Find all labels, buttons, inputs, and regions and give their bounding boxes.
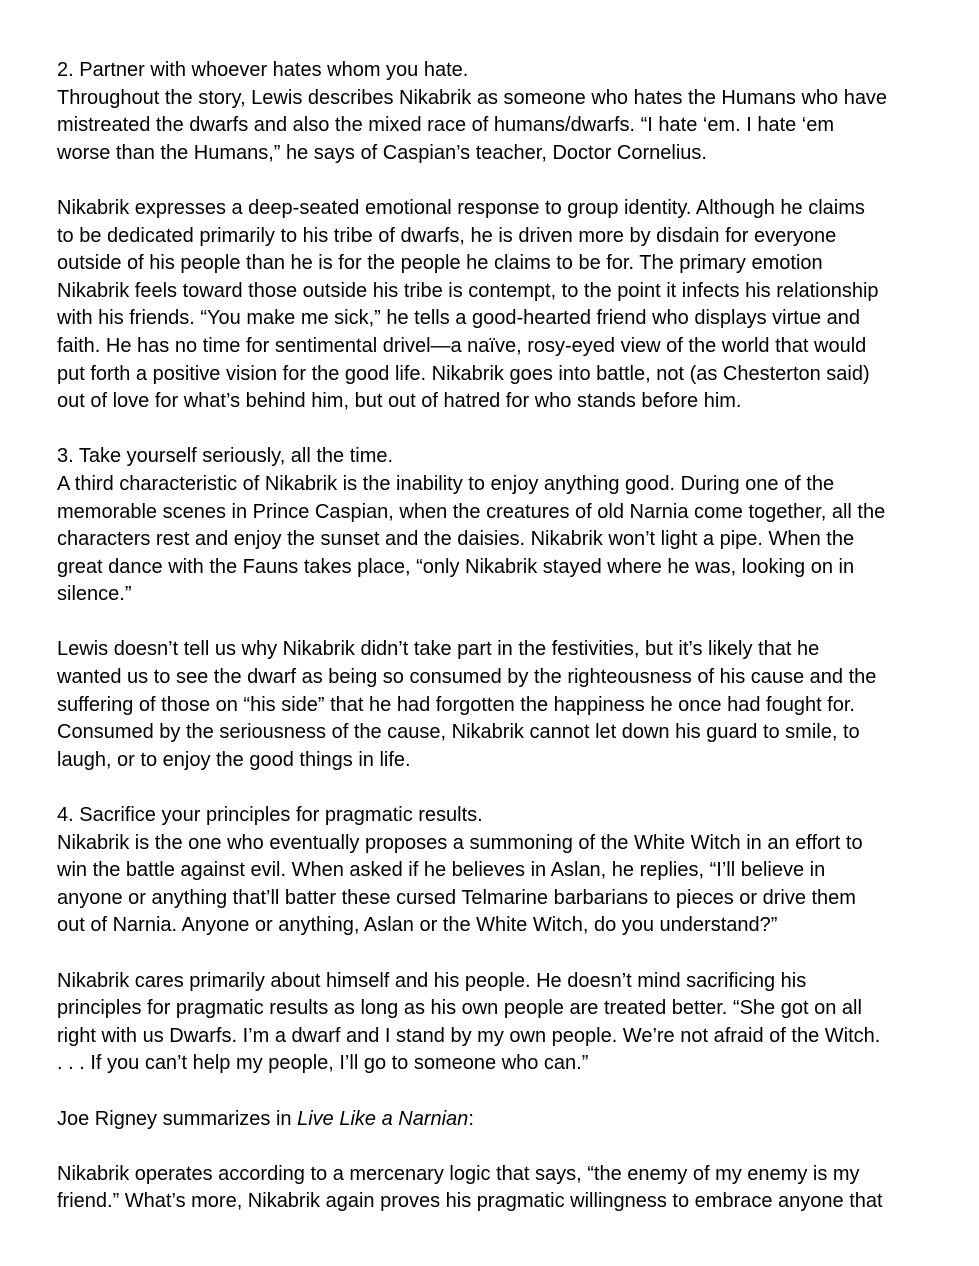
text-line: great dance with the Fauns takes place, “only Nikabrik stayed where he was, looking on in (57, 555, 855, 578)
text-line: anyone or anything that’ll batter these cursed Telmarine barbarians to pieces or drive them (57, 886, 856, 909)
text-line: win the battle against evil. When asked if he believes in Aslan, he replies, “I’ll believe in (57, 859, 826, 882)
text-line: mistreated the dwarfs and also the mixed race of humans/dwarfs. “I hate ‘em. I hate ‘em (57, 114, 835, 137)
text-line: outside of his people than he is for the people he claims to be for. The primary emotion (57, 252, 823, 275)
text-line: Nikabrik operates according to a mercenary logic that says, “the enemy of my enemy is my (57, 1162, 860, 1185)
paragraph-block (57, 968, 949, 1078)
attribution-line (57, 1106, 949, 1134)
text-line: Nikabrik is the one who eventually proposes a summoning of the White Witch in an effort to (57, 831, 863, 854)
paragraph-block (57, 195, 949, 416)
attribution-text: Joe Rigney summarizes in (57, 1107, 298, 1130)
text-line: suffering of those on “his side” that he had forgotten the happiness he once had fought for. (57, 693, 855, 716)
text-line: worse than the Humans,” he says of Caspian’s teacher, Doctor Cornelius. (57, 141, 707, 164)
text-line: A third characteristic of Nikabrik is the inability to enjoy anything good. During one of the (57, 472, 835, 495)
attribution-text: : (468, 1107, 474, 1130)
text-line: characters rest and enjoy the sunset and the daisies. Nikabrik won’t light a pipe. When the (57, 528, 855, 551)
section-heading: 2. Partner with whoever hates whom you hate. (57, 59, 469, 81)
text-line: to be dedicated primarily to his tribe of dwarfs, he is driven more by disdain for everyone (57, 224, 837, 247)
text-line: with his friends. “You make me sick,” he tells a good-hearted friend who displays virtue and (57, 307, 860, 330)
section-block (57, 57, 949, 167)
text-line: memorable scenes in Prince Caspian, when the creatures of old Narnia come together, all the (57, 500, 886, 523)
text-line: put forth a positive vision for the good life. Nikabrik goes into battle, not (as Chesterton said) (57, 362, 870, 385)
text-line: friend.” What’s more, Nikabrik again proves his pragmatic willingness to embrace anyone that (57, 1190, 883, 1213)
paragraph-block (57, 1161, 949, 1216)
text-line: faith. He has no time for sentimental drivel—a naïve, rosy-eyed view of the world that would (57, 334, 867, 357)
text-line: Throughout the story, Lewis describes Nikabrik as someone who hates the Humans who have (57, 86, 888, 109)
text-line: Lewis doesn’t tell us why Nikabrik didn’t take part in the festivities, but it’s likely that he (57, 638, 820, 661)
text-line: Nikabrik feels toward those outside his tribe is contempt, to the point it infects his relationship (57, 279, 879, 302)
attribution-block (57, 1106, 949, 1134)
text-line: Consumed by the seriousness of the cause, Nikabrik cannot let down his guard to smile, to (57, 721, 860, 744)
text-line: Nikabrik cares primarily about himself and his people. He doesn’t mind sacrificing his (57, 969, 807, 992)
section-block (57, 802, 949, 940)
paragraph-block (57, 636, 949, 774)
section-block (57, 443, 949, 609)
text-line: laugh, or to enjoy the good things in life. (57, 748, 411, 771)
text-line: . . . If you can’t help my people, I’ll go to someone who can.” (57, 1052, 589, 1075)
text-line: Nikabrik expresses a deep-seated emotional response to group identity. Although he claims (57, 196, 865, 219)
section-heading: 3. Take yourself seriously, all the time. (57, 445, 394, 468)
text-line: out of Narnia. Anyone or anything, Aslan or the White Witch, do you understand?” (57, 914, 778, 937)
text-line: silence.” (57, 583, 132, 606)
text-line: principles for pragmatic results as long as his own people are treated better. “She got on all (57, 997, 862, 1020)
text-line: out of love for what’s behind him, but out of hatred for who stands before him. (57, 390, 742, 413)
text-line: right with us Dwarfs. I’m a dwarf and I stand by my own people. We’re not afraid of the Witch. (57, 1024, 881, 1047)
section-heading: 4. Sacrifice your principles for pragmatic results. (57, 804, 483, 827)
text-line: wanted us to see the dwarf as being so consumed by the righteousness of his cause and the (57, 666, 877, 689)
book-title: Live Like a Narnian (297, 1107, 469, 1130)
